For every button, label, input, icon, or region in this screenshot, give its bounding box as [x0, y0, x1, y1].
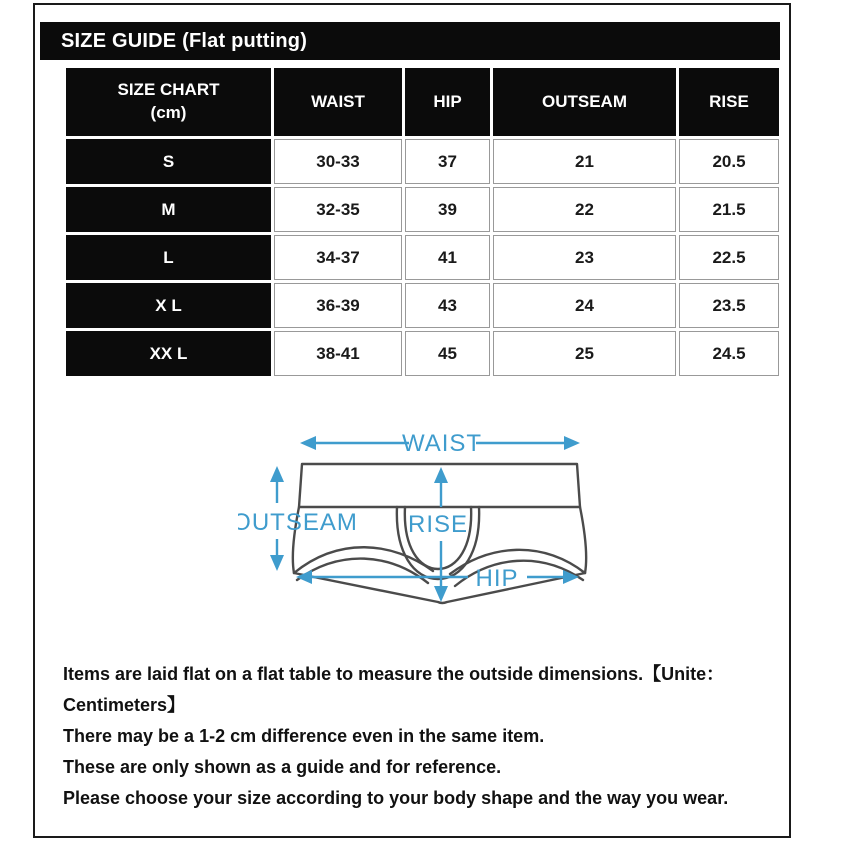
- header-hip: HIP: [405, 68, 490, 136]
- waist-value: 32-35: [274, 187, 402, 232]
- hip-value: 37: [405, 139, 490, 184]
- measure-labels: [238, 430, 519, 592]
- rise-value: 24.5: [679, 331, 779, 376]
- measurement-diagram: [238, 418, 606, 620]
- waist-value: 36-39: [274, 283, 402, 328]
- hip-value: 39: [405, 187, 490, 232]
- table-row-l: [66, 235, 779, 280]
- right-side-edge: [580, 507, 586, 573]
- table-row-m: [66, 187, 779, 232]
- outseam-label: OUTSEAM: [238, 509, 358, 536]
- header-size-chart: [66, 68, 271, 136]
- size-guide-title: [40, 22, 780, 60]
- size-chart-table: [63, 65, 782, 379]
- header-rise: RISE: [679, 68, 779, 136]
- table-header-row: [66, 68, 779, 136]
- rise-value: 20.5: [679, 139, 779, 184]
- hip-value: 41: [405, 235, 490, 280]
- hip-label: HIP: [475, 565, 519, 592]
- hip-value: 43: [405, 283, 490, 328]
- size-label: X L: [66, 283, 271, 328]
- size-label: M: [66, 187, 271, 232]
- rise-label: RISE: [407, 511, 469, 538]
- header-waist: WAIST: [274, 68, 402, 136]
- waist-label: WAIST: [401, 430, 483, 457]
- outseam-value: 23: [493, 235, 676, 280]
- size-label: XX L: [66, 331, 271, 376]
- note-line: There may be a 1-2 cm difference even in the same item.: [63, 726, 545, 746]
- briefs-diagram-svg: [238, 418, 606, 620]
- note-line: These are only shown as a guide and for reference.: [63, 757, 502, 777]
- note-line: Centimeters】: [63, 695, 186, 715]
- outseam-value: 25: [493, 331, 676, 376]
- rise-value: 22.5: [679, 235, 779, 280]
- waist-value: 30-33: [274, 139, 402, 184]
- table-row-s: [66, 139, 779, 184]
- size-guide-title-label: SIZE GUIDE (Flat putting): [61, 29, 308, 52]
- outseam-value: 22: [493, 187, 676, 232]
- waist-value: 34-37: [274, 235, 402, 280]
- header-outseam: OUTSEAM: [493, 68, 676, 136]
- size-label: L: [66, 235, 271, 280]
- outseam-value: 21: [493, 139, 676, 184]
- note-line: Items are laid flat on a flat table to measure the outside dimensions.【Unite：: [63, 664, 725, 684]
- header-size-chart-line1: SIZE CHART: [117, 80, 220, 100]
- table-row-xxl: [66, 331, 779, 376]
- hip-value: 45: [405, 331, 490, 376]
- outseam-value: 24: [493, 283, 676, 328]
- rise-value: 23.5: [679, 283, 779, 328]
- measurement-notes: [63, 659, 787, 814]
- size-label: S: [66, 139, 271, 184]
- table-row-xl: [66, 283, 779, 328]
- header-size-chart-line2: (cm): [150, 103, 187, 122]
- note-line: Please choose your size according to your body shape and the way you wear.: [63, 788, 729, 808]
- rise-value: 21.5: [679, 187, 779, 232]
- waist-value: 38-41: [274, 331, 402, 376]
